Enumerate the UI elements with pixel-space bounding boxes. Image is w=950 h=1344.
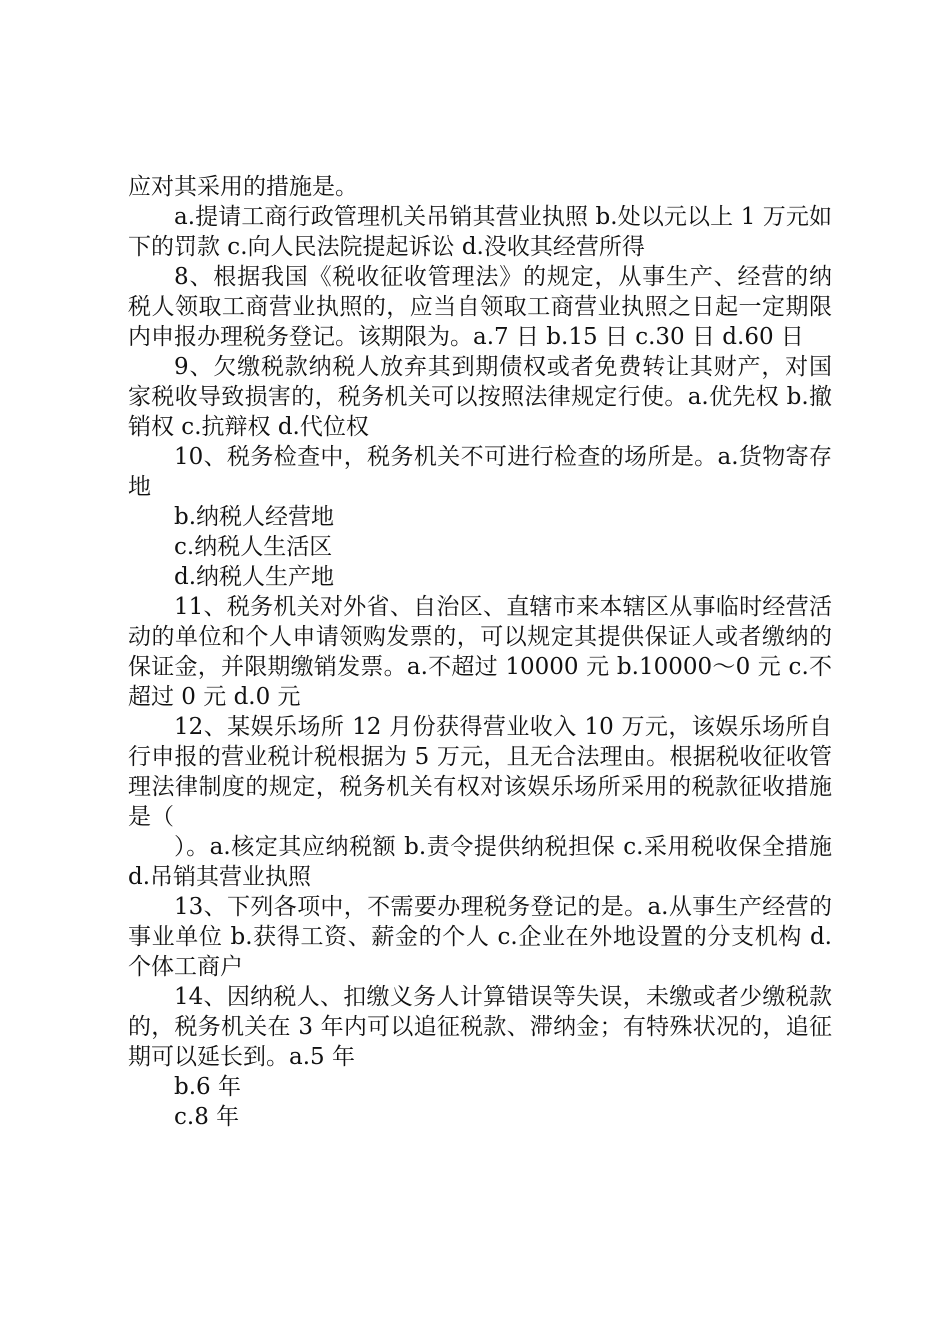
paragraph-options-12: ）。a.核定其应纳税额 b.责令提供纳税担保 c.采用税收保全措施 d.吊销其营业执照: [128, 834, 832, 890]
paragraph-option-14b: b.6 年: [174, 1074, 241, 1100]
paragraph-option-14c: c.8 年: [174, 1104, 240, 1130]
paragraph-question-9: 9、欠缴税款纳税人放弃其到期债权或者免费转让其财产，对国家税收导致损害的，税务机关可以按照法律规定行使。a.优先权 b.撤销权 c.抗辩权 d.代位权: [128, 354, 832, 440]
paragraph-question-12: 12、某娱乐场所 12 月份获得营业收入 10 万元，该娱乐场所自行申报的营业税计税根据为 5 万元，且无合法理由。根据税收征收管理法律制度的规定，税务机关有权对该娱乐场所采用的税款征收措施是（: [128, 714, 832, 830]
paragraph-option-10b: b.纳税人经营地: [174, 504, 335, 530]
paragraph-question-14: 14、因纳税人、扣缴义务人计算错误等失误，未缴或者少缴税款的，税务机关在 3 年内可以追征税款、滞纳金；有特殊状况的，追征期可以延长到。a.5 年: [128, 984, 832, 1070]
paragraph-question-11: 11、税务机关对外省、自治区、直辖市来本辖区从事临时经营活动的单位和个人申请领购发票的，可以规定其提供保证人或者缴纳的保证金，并限期缴销发票。a.不超过 10000 元 b.10000～0 元 c.不超过 0 元 d.0 元: [128, 594, 832, 710]
paragraph-question-10: 10、税务检查中，税务机关不可进行检查的场所是。a.货物寄存地: [128, 444, 832, 500]
paragraph-options-7: a.提请工商行政管理机关吊销其营业执照 b.处以元以上 1 万元如下的罚款 c.向人民法院提起诉讼 d.没收其经营所得: [128, 204, 832, 260]
document-body: [128, 172, 832, 1132]
paragraph-option-10d: d.纳税人生产地: [174, 564, 335, 590]
paragraph-option-10c: c.纳税人生活区: [174, 534, 333, 560]
paragraph-continuation: 应对其采用的措施是。: [128, 174, 358, 200]
paragraph-question-13: 13、下列各项中，不需要办理税务登记的是。a.从事生产经营的事业单位 b.获得工资、薪金的个人 c.企业在外地设置的分支机构 d.个体工商户: [128, 894, 832, 980]
paragraph-question-8: 8、根据我国《税收征收管理法》的规定，从事生产、经营的纳税人领取工商营业执照的，应当自领取工商营业执照之日起一定期限内申报办理税务登记。该期限为。a.7 日 b.15 日 c.30 日 d.60 日: [128, 264, 832, 350]
